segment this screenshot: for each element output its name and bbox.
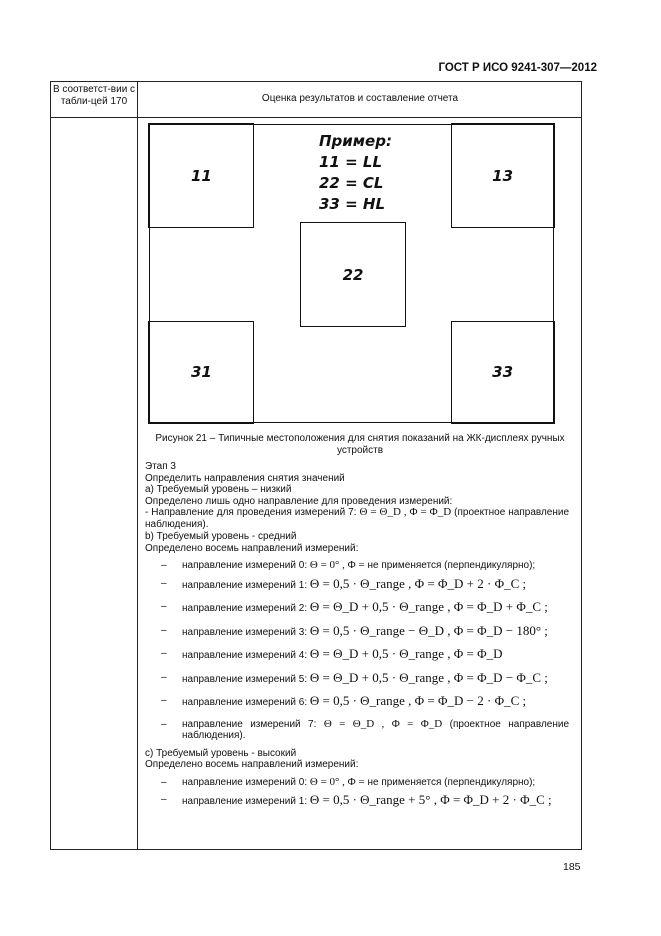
- direction-label: направление измерений 6:: [182, 697, 308, 708]
- direction-formula: Θ = 0° , Φ =: [309, 559, 365, 571]
- direction-formula: Θ = 0,5 · Θ_range − Θ_D , Φ = Φ_D − 180° ;: [309, 622, 548, 638]
- direction-note: не применяется (перпендикулярно);: [367, 560, 536, 571]
- direction-label: направление измерений 0:: [182, 560, 308, 571]
- measurement-direction-item: [145, 719, 569, 742]
- list-dash: –: [161, 695, 167, 706]
- level-c-desc: Определено восемь направлений измерений:: [145, 759, 359, 770]
- measurement-direction-item: [145, 794, 569, 808]
- position-label: 11: [190, 166, 212, 185]
- list-dash: –: [161, 560, 167, 571]
- direction-formula: Θ = Θ_D + 0,5 · Θ_range , Φ = Φ_D: [309, 646, 503, 661]
- list-dash: –: [161, 624, 167, 636]
- position-box-center: [300, 222, 406, 327]
- direction-label: направление измерений 3:: [182, 626, 308, 638]
- example-line: 33 = HL: [319, 195, 385, 213]
- level-a-item-label: - Направление для проведения измерений 7:: [145, 507, 357, 518]
- position-box-top-right: [451, 123, 555, 228]
- level-a-title: а) Требуемый уровень – низкий: [145, 484, 292, 495]
- position-label: 13: [492, 166, 514, 185]
- define-directions: Определить направления снятия значений: [145, 472, 345, 484]
- column-header-reference: В соответст-вии с табли-цей 170: [52, 84, 136, 107]
- direction-formula: Θ = Θ_D + 0,5 · Θ_range , Φ = Φ_D − Φ_C ;: [309, 669, 548, 685]
- figure-caption: Рисунок 21 – Типичные местоположения для снятия показаний на ЖК-дисплеях ручных устройств: [155, 433, 565, 456]
- level-b-title: b) Требуемый уровень - средний: [145, 531, 297, 542]
- direction-label: направление измерений 7:: [182, 718, 317, 730]
- evaluation-text: [145, 461, 569, 818]
- direction-label: направление измерений 0:: [182, 776, 308, 788]
- example-legend: [319, 131, 392, 215]
- level-a-desc: Определено лишь одно направление для проведения измерений:: [145, 495, 453, 507]
- page-number: 185: [563, 861, 581, 873]
- level-b-list: [145, 560, 569, 742]
- example-title: Пример:: [319, 132, 392, 150]
- measurement-direction-item: [145, 695, 569, 709]
- level-a-item-post: (проектное направление наблюдения).: [145, 507, 570, 530]
- measurement-direction-item: [145, 601, 569, 615]
- measurement-direction-item: [145, 575, 569, 592]
- direction-label: направление измерений 4:: [182, 650, 308, 661]
- example-line: 11 = LL: [319, 153, 383, 171]
- example-line: 22 = CL: [319, 174, 384, 192]
- measurement-direction-item: [145, 560, 569, 572]
- direction-formula: Θ = 0,5 · Θ_range , Φ = Φ_D − 2 · Φ_C ;: [309, 693, 527, 708]
- position-label: 33: [492, 363, 514, 382]
- figure-21-diagram: [149, 124, 554, 423]
- direction-formula: Θ = Θ_D , Φ = Φ_D: [323, 717, 443, 730]
- list-dash: –: [161, 601, 167, 612]
- level-b-desc: Определено восемь направлений измерений:: [145, 542, 359, 554]
- direction-note: не применяется (перпендикулярно);: [367, 776, 536, 788]
- level-a-item-formula: Θ = Θ_D , Φ = Φ_D: [359, 506, 452, 518]
- position-label: 22: [342, 265, 364, 284]
- document-header: ГОСТ Р ИСО 9241-307—2012: [438, 62, 597, 74]
- column-divider: [137, 81, 138, 850]
- list-dash: –: [161, 671, 167, 683]
- list-dash: –: [161, 648, 167, 659]
- direction-formula: Θ = 0,5 · Θ_range , Φ = Φ_D + 2 · Φ_C ;: [309, 575, 527, 591]
- level-a-item: [145, 507, 569, 530]
- position-box-top-left: [148, 123, 254, 228]
- direction-note: (проектное направление наблюдения).: [182, 718, 570, 741]
- direction-label: направление измерений 2:: [182, 603, 308, 614]
- stage-title: Этап 3: [145, 461, 176, 472]
- header-divider: [50, 117, 582, 118]
- measurement-direction-item: [145, 648, 569, 662]
- direction-formula: Θ = Θ_D + 0,5 · Θ_range , Φ = Φ_D + Φ_C ;: [309, 599, 548, 614]
- measurement-direction-item: [145, 622, 569, 639]
- direction-label: направление измерений 1:: [182, 796, 308, 807]
- list-dash: –: [161, 794, 167, 805]
- column-header-evaluation: Оценка результатов и составление отчета: [261, 93, 459, 104]
- measurement-direction-item: [145, 669, 569, 686]
- direction-label: направление измерений 1:: [182, 579, 308, 591]
- position-box-bottom-right: [451, 321, 555, 424]
- position-label: 31: [190, 363, 212, 382]
- direction-formula: Θ = 0° , Φ =: [309, 775, 365, 788]
- measurement-direction-item: [145, 777, 569, 789]
- list-dash: –: [161, 776, 167, 788]
- list-dash: –: [161, 577, 167, 589]
- list-dash: –: [161, 718, 167, 730]
- position-box-bottom-left: [148, 321, 254, 424]
- level-c-title: с) Требуемый уровень - высокий: [145, 747, 297, 759]
- direction-formula: Θ = 0,5 · Θ_range + 5° , Φ = Φ_D + 2 · Φ_C ;: [309, 792, 552, 807]
- direction-label: направление измерений 5:: [182, 673, 308, 685]
- level-c-list: [145, 777, 569, 808]
